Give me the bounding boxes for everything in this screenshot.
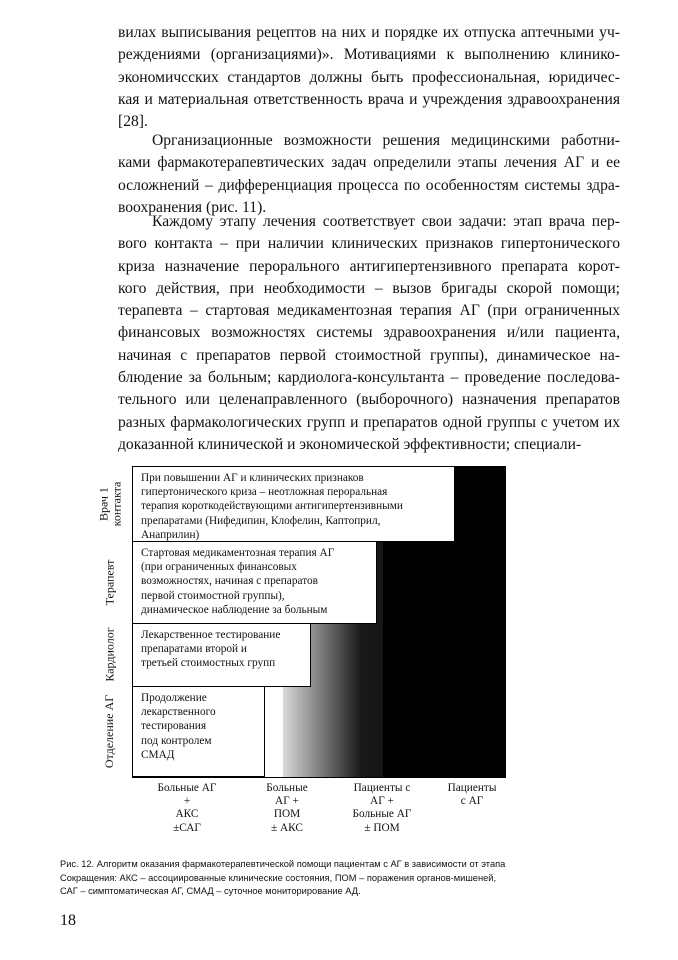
paragraph-2	[118, 130, 620, 219]
text-line: разных фармакологических групп и препаратов одной группы с учетом их	[118, 413, 620, 431]
side-label-ag-department: Отделение АГ	[102, 694, 117, 768]
text-line: начиная с препаратов первой стоимостной группы), динамическое на-	[118, 346, 620, 364]
paragraph-1	[118, 22, 620, 133]
page-number: 18	[60, 912, 76, 929]
text-line: осложнений – дифференциация процесса по особенностям системы здра-	[118, 176, 620, 194]
paragraph-3	[118, 211, 620, 456]
side-label-therapist: Терапевт	[102, 559, 117, 605]
box-ag-department: Продолжение лекарственного тестирования под контролем СМАД	[133, 687, 265, 777]
staircase-diagram	[132, 466, 506, 778]
text-line: воохранения (рис. 11).	[118, 198, 267, 216]
patient-groups	[132, 782, 532, 842]
figure-caption: Рис. 12. Алгоритм оказания фармакотерапевтической помощи пациентам с АГ в зависимости от этапа Сокращения: АКС – ассоциированные клинические состояния, ПОМ – поражения органов-мишеней, САГ – симптоматическая АГ, СМАД – суточное мониторирование АД.	[60, 859, 506, 896]
text-line: финансовых возможностях системы здравоохранения и/или пациента,	[118, 324, 620, 342]
text-line: Организационные возможности решения медицинскими работни-	[152, 132, 620, 149]
text-line: криза назначение перорального антигипертензивного препарата корот-	[118, 257, 620, 275]
text-line: доказанной клинической и экономической эффективности; специали-	[118, 435, 582, 453]
text-line: экономичсских стандартов должны быть профессиональная, юридичес-	[118, 68, 620, 86]
text-line: тельного или целенаправленного (выборочного) назначения препаратов	[118, 391, 620, 409]
text-line: блюдение за больным; кардиолога-консультанта – проведение последова-	[118, 369, 620, 387]
algorithm-figure	[96, 460, 636, 845]
text-line: терапевта – стартовая медикаментозная терапия АГ (при ограниченных	[118, 302, 620, 320]
text-line: вого контакта – при наличии клинических признаков гипертонического	[118, 235, 620, 253]
text-line: [28].	[118, 113, 148, 131]
side-label-cardiologist: Кардиолог	[102, 627, 117, 682]
box-first-contact: При повышении АГ и клинических признаков гипертонического криза – неотложная пероральная терапия короткодействующими антигипертензивными препаратами (Нифедипин, Клофелин, Каптоприл, Анаприлин)	[133, 467, 455, 542]
text-line: реждениями (организациями)». Мотивациями к выполнению клинико-	[118, 46, 620, 64]
text-line: кая и материальная ответственность врача и учреждения здравоохранения	[118, 90, 620, 108]
side-label-first-contact: Врач 1 контакта	[96, 481, 123, 526]
text-line: кого действия, при необходимости – вызов бригады скорой помощи;	[118, 279, 620, 297]
text-line: Каждому этапу лечения соответствует свои задачи: этап врача пер-	[152, 213, 620, 230]
patient-group-label: Больные АГ + ПОМ ± АКС	[266, 782, 308, 834]
patient-group-label: Больные АГ + АКС ±САГ	[157, 782, 217, 834]
box-cardiologist: Лекарственное тестирование препаратами второй и третьей стоимостных групп	[133, 624, 311, 687]
text-line: ками фармакотерапевтических задач определили этапы лечения АГ и ее	[118, 154, 620, 172]
patient-group-label: Пациенты с АГ	[447, 782, 497, 808]
box-therapist: Стартовая медикаментозная терапия АГ (при ограниченных финансовых возможностях, начиная с препаратов первой стоимостной группы), динамическое наблюдение за больным	[133, 542, 377, 624]
patient-group-label: Пациенты с АГ + Больные АГ ± ПОМ	[352, 782, 412, 834]
text-line: вилах выписывания рецептов на них и порядке их отпуска аптечными уч-	[118, 24, 620, 41]
